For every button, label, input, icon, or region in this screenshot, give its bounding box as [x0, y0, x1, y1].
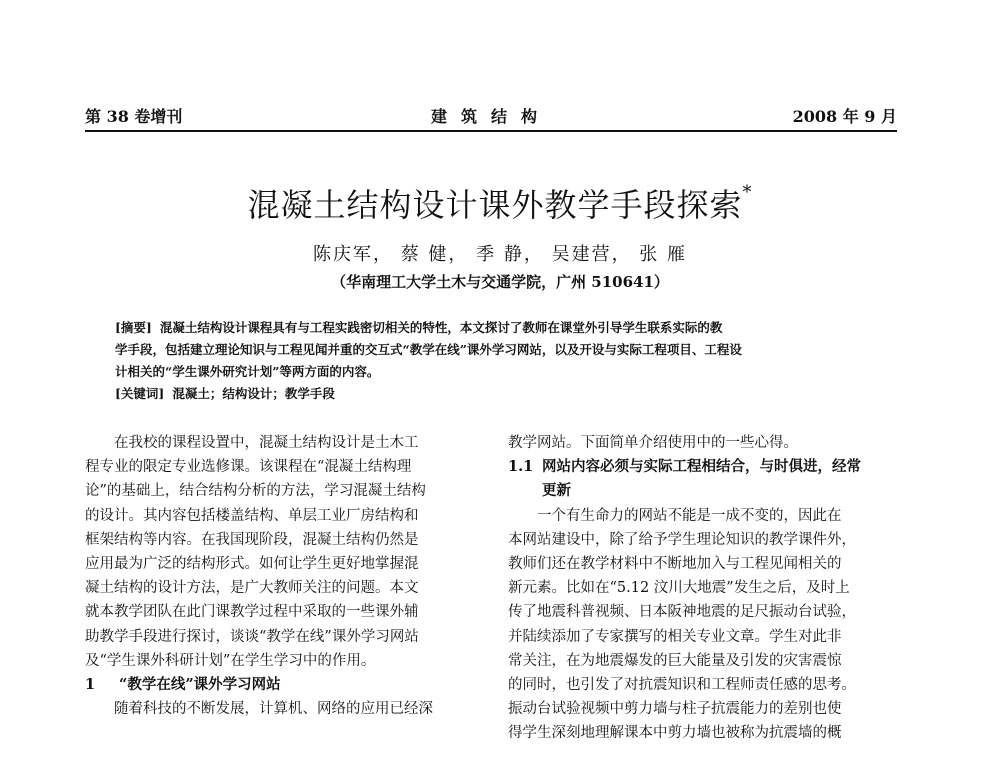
section-title: “教学在线”课外学习网站: [119, 676, 281, 694]
body-line: 论”的基础上，结合结构分析的方法，学习混凝土结构: [85, 483, 426, 500]
journal-volume: 第 38 卷增刊: [85, 107, 183, 126]
running-header: [85, 104, 897, 126]
affiliation: （华南理工大学土木与交通学院，广州 510641）: [331, 273, 669, 291]
header-rule: [85, 130, 897, 132]
abstract-tag: [摘要]: [115, 320, 152, 335]
keywords-tag: [关键词]: [115, 386, 165, 401]
author-list: 陈庆军， 蔡 健， 季 静， 吴建营， 张 雁: [312, 244, 688, 265]
body-line: 在我校的课程设置中，混凝土结构设计是土木工: [114, 435, 419, 451]
body-line: 并陆续添加了专家撰写的相关专业文章。学生对此非: [508, 628, 842, 645]
right-column: [508, 431, 900, 746]
body-line: 凝土结构的设计方法，是广大教师关注的问题。本文: [85, 580, 419, 597]
body-line: 常关注，在为地震爆发的巨大能量及引发的灾害震惊: [508, 652, 842, 669]
body-line: 程专业的限定专业选修课。该课程在“混凝土结构理: [85, 459, 412, 476]
body-line: 助教学手段进行探讨，谈谈“教学在线”课外学习网站: [85, 628, 419, 645]
subsection-title: 网站内容必须与实际工程相结合，与时俱进，经常: [542, 458, 861, 476]
keywords: 混凝土；结构设计；教学手段: [172, 386, 335, 401]
paper-title-text: 混凝土结构设计课外教学手段探索: [247, 186, 743, 224]
body-line: 一个有生命力的网站不能是一成不变的，因此在: [537, 507, 842, 524]
abstract-block: [115, 317, 875, 405]
subsection-heading: [508, 455, 900, 479]
body-line: 就本教学团队在此门课教学过程中采取的一些课外辅: [85, 604, 419, 621]
abstract-line: [摘要] 混凝土结构设计课程具有与工程实践密切相关的特性，本文探讨了教师在课堂外引导学生联系实际的教: [115, 320, 723, 335]
body-line: 的设计。其内容包括楼盖结构、单层工业厂房结构和: [85, 507, 419, 524]
abstract-line: 计相关的“学生课外研究计划”等两方面的内容。: [115, 364, 380, 379]
body-line: 的同时，也引发了对抗震知识和工程师责任感的思考。: [508, 677, 856, 694]
issue-date: 2008 年 9 月: [792, 107, 897, 126]
body-line: 随着科技的不断发展，计算机、网络的应用已经深: [114, 701, 433, 718]
body-line: 得学生深刻地理解课本中剪力墙也被称为抗震墙的概: [508, 725, 842, 742]
paper-title: [0, 180, 1000, 226]
left-column: [85, 431, 465, 721]
body-line: 振动台试验视频中剪力墙与柱子抗震能力的差别也使: [508, 701, 842, 718]
body-line: 本网站建设中，除了给予学生理论知识的教学课件外，: [508, 531, 856, 548]
body-line: 传了地震科普视频、日本阪神地震的足尺振动台试验，: [508, 604, 856, 621]
title-footnote-mark: *: [742, 182, 753, 204]
section-heading: [85, 673, 465, 697]
keywords-line: [115, 383, 875, 405]
subsection-title-cont: 更新: [542, 482, 571, 500]
abstract-line: 学手段，包括建立理论知识与工程见闻并重的交互式“教学在线”课外学习网站，以及开设与实际工程项目、工程设: [115, 342, 742, 357]
body-line: 新元素。比如在“5.12 汶川大地震”发生之后，及时上: [508, 580, 850, 597]
section-number: 1: [85, 676, 96, 694]
body-line: 教师们还在教学材料中不断地加入与工程见闻相关的: [508, 556, 842, 573]
journal-name: 建筑结构: [430, 107, 551, 126]
body-line: 框架结构等内容。在我国现阶段，混凝土结构仍然是: [85, 531, 419, 548]
body-line: 及“学生课外科研计划”在学生学习中的作用。: [85, 652, 376, 669]
body-line: 应用最为广泛的结构形式。如何让学生更好地掌握混: [85, 556, 419, 573]
body-line: 教学网站。下面简单介绍使用中的一些心得。: [508, 435, 798, 451]
subsection-number: 1.1: [508, 458, 534, 476]
